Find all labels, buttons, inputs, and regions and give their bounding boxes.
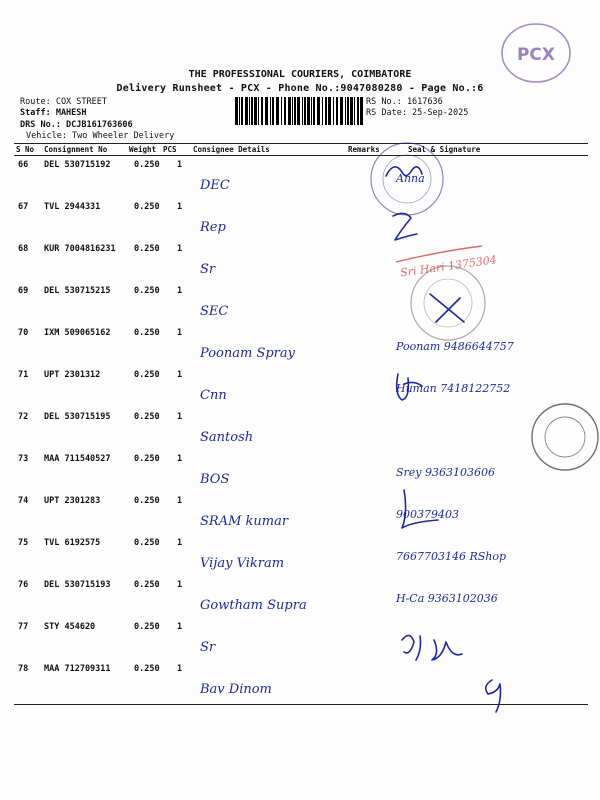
col-weight: Weight <box>129 145 157 154</box>
cell-weight: 0.250 <box>134 202 160 212</box>
svg-text:Sri Hari 1375304: Sri Hari 1375304 <box>399 253 498 280</box>
remarks-handwriting: H-Ca 9363102036 <box>396 592 498 605</box>
cell-consignment: DEL 530715215 <box>44 286 111 296</box>
cell-weight: 0.250 <box>134 286 160 296</box>
cell-weight: 0.250 <box>134 412 160 422</box>
cell-weight: 0.250 <box>134 244 160 254</box>
cell-pcs: 1 <box>177 202 183 212</box>
col-seal: Seal & Signature <box>408 145 481 154</box>
consignee-handwriting: Sr <box>200 262 216 277</box>
cell-weight: 0.250 <box>134 580 160 590</box>
round-seal-row66 <box>371 143 443 215</box>
col-consignment: Consignment No <box>44 145 108 154</box>
rs-number: RS No.: 1617636 <box>366 97 443 107</box>
svg-text:PCX: PCX <box>516 45 556 65</box>
signature-row78 <box>486 680 501 712</box>
round-seal-row69 <box>411 266 485 340</box>
cell-weight: 0.250 <box>134 370 160 380</box>
red-seal-row68 <box>396 246 498 280</box>
cell-consignment: UPT 2301312 <box>44 370 101 380</box>
cell-consignment: IXM 509065162 <box>44 328 111 338</box>
cell-pcs: 1 <box>177 622 183 632</box>
cell-weight: 0.250 <box>134 160 160 170</box>
cell-consignment: STY 454620 <box>44 622 96 632</box>
consignee-handwriting: SEC <box>200 304 229 319</box>
remarks-handwriting: Anna <box>396 172 425 185</box>
consignee-handwriting: SRAM kumar <box>200 514 289 529</box>
consignee-handwriting: Vijay Vikram <box>200 556 285 571</box>
consignee-handwriting: Bav Dinom <box>200 682 272 697</box>
drs-label: DRS No.: DCJB161763606 <box>20 120 133 130</box>
cell-pcs: 1 <box>177 496 183 506</box>
cell-sno: 68 <box>18 244 29 254</box>
col-remarks: Remarks <box>348 145 380 154</box>
remarks-handwriting: Srey 9363103606 <box>396 466 495 479</box>
cell-pcs: 1 <box>177 454 183 464</box>
signature-row77 <box>402 635 462 660</box>
route-label: Route: COX STREET <box>20 97 107 107</box>
consignee-handwriting: Cnn <box>200 388 227 403</box>
cell-sno: 76 <box>18 580 29 590</box>
cell-consignment: DEL 530715195 <box>44 412 111 422</box>
round-seal-row72 <box>532 404 598 470</box>
cell-pcs: 1 <box>177 370 183 380</box>
cell-sno: 66 <box>18 160 29 170</box>
cell-weight: 0.250 <box>134 538 160 548</box>
company-name: THE PROFESSIONAL COURIERS, COIMBATORE <box>188 69 412 80</box>
col-sno: S No <box>16 145 35 154</box>
consignee-handwriting: DEC <box>200 178 230 193</box>
cell-sno: 67 <box>18 202 29 212</box>
staff-label: Staff: MAHESH <box>20 108 87 118</box>
cell-consignment: DEL 530715192 <box>44 160 111 170</box>
remarks-handwriting: 900379403 <box>396 508 459 521</box>
consignee-handwriting: Gowtham Supra <box>200 598 307 613</box>
remarks-handwriting: Poonam 9486644757 <box>396 340 514 353</box>
cell-weight: 0.250 <box>134 622 160 632</box>
signature-row67 <box>393 213 417 240</box>
signature-row74 <box>402 490 438 528</box>
cell-sno: 69 <box>18 286 29 296</box>
col-consignee: Consignee Details <box>193 145 270 154</box>
signature-row71 <box>397 374 422 400</box>
cell-sno: 74 <box>18 496 29 506</box>
consignee-handwriting: BOS <box>200 472 230 487</box>
cell-consignment: TVL 2944331 <box>44 202 101 212</box>
consignee-handwriting: Rep <box>200 220 226 235</box>
cell-weight: 0.250 <box>134 496 160 506</box>
cell-sno: 70 <box>18 328 29 338</box>
cell-pcs: 1 <box>177 412 183 422</box>
cell-consignment: UPT 2301283 <box>44 496 101 506</box>
remarks-handwriting: 7667703146 RShop <box>396 550 507 563</box>
cell-sno: 72 <box>18 412 29 422</box>
cell-sno: 78 <box>18 664 29 674</box>
cell-sno: 71 <box>18 370 29 380</box>
cell-sno: 77 <box>18 622 29 632</box>
runsheet-title: Delivery Runsheet - PCX - Phone No.:9047080280 - Page No.:6 <box>116 83 484 94</box>
cell-pcs: 1 <box>177 244 183 254</box>
cell-pcs: 1 <box>177 538 183 548</box>
cell-consignment: MAA 712709311 <box>44 664 111 674</box>
cell-consignment: MAA 711540527 <box>44 454 111 464</box>
cell-consignment: TVL 6192575 <box>44 538 101 548</box>
cell-pcs: 1 <box>177 328 183 338</box>
cell-weight: 0.250 <box>134 664 160 674</box>
consignee-handwriting: Sr <box>200 640 216 655</box>
cell-consignment: KUR 7004816231 <box>44 244 116 254</box>
col-pcs: PCS <box>163 145 177 154</box>
rs-date: RS Date: 25-Sep-2025 <box>366 108 469 118</box>
cell-pcs: 1 <box>177 580 183 590</box>
vehicle-label: Vehicle: Two Wheeler Delivery <box>26 131 175 141</box>
consignee-handwriting: Poonam Spray <box>200 346 295 361</box>
cell-weight: 0.250 <box>134 328 160 338</box>
cell-consignment: DEL 530715193 <box>44 580 111 590</box>
cell-sno: 75 <box>18 538 29 548</box>
remarks-handwriting: Human 7418122752 <box>396 382 511 395</box>
cell-weight: 0.250 <box>134 454 160 464</box>
cell-pcs: 1 <box>177 664 183 674</box>
cell-sno: 73 <box>18 454 29 464</box>
cell-pcs: 1 <box>177 286 183 296</box>
consignee-handwriting: Santosh <box>200 430 254 445</box>
cell-pcs: 1 <box>177 160 183 170</box>
